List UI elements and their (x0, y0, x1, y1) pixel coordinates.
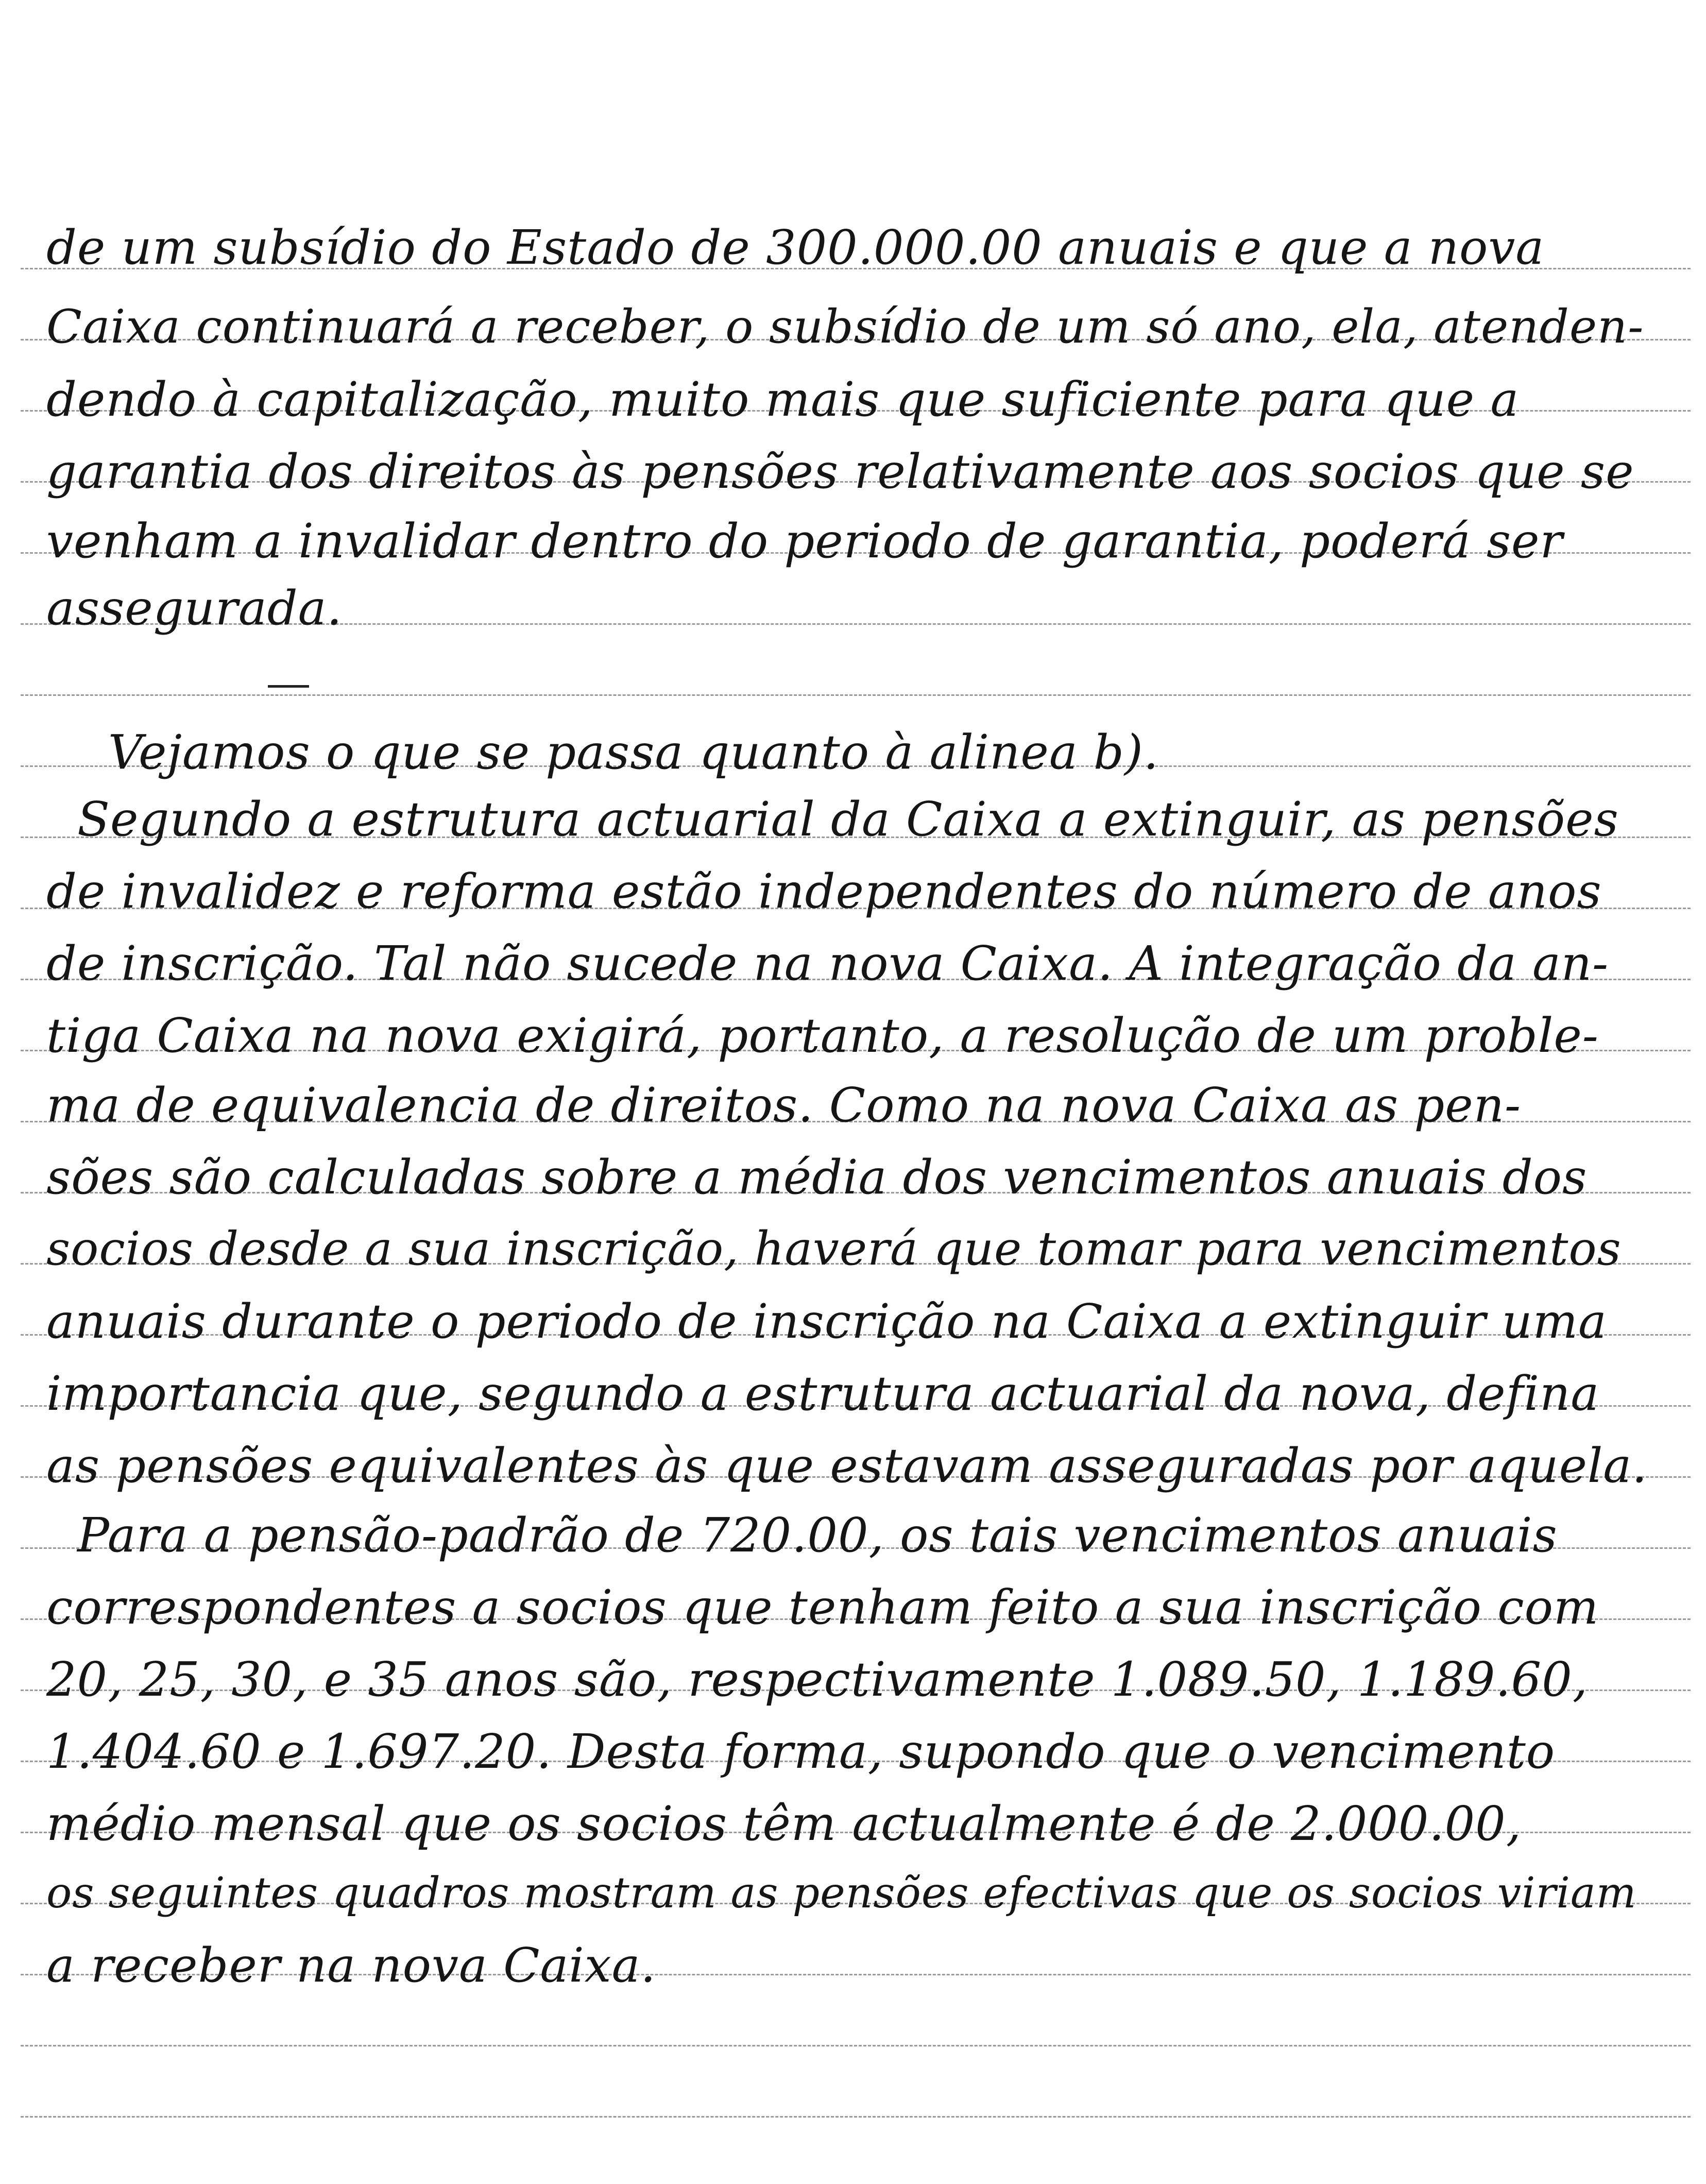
text-line: tiga Caixa na nova exigirá, portanto, a resolução de um proble- (46, 1008, 1599, 1063)
text-line: importancia que, segundo a estrutura actuarial da nova, defina (46, 1366, 1600, 1421)
text-line: os seguintes quadros mostram as pensões efectivas que os socios viriam (46, 1869, 1637, 1918)
text-line: de um subsídio do Estado de 300.000.00 anuais e que a nova (46, 220, 1545, 275)
text-line: assegurada. (46, 581, 343, 636)
text-line: a receber na nova Caixa. (46, 1938, 656, 1993)
text-line: médio mensal que os socios têm actualmente é de 2.000.00, (46, 1796, 1522, 1851)
text-line: anuais durante o periodo de inscrição na Caixa a extinguir uma (46, 1294, 1607, 1349)
text-line: Vejamos o que se passa quanto à alinea b). (108, 725, 1159, 780)
text-line: venham a invalidar dentro do periodo de garantia, poderá ser (46, 514, 1563, 569)
text-line: correspondentes a socios que tenham feito a sua inscrição com (46, 1580, 1599, 1635)
text-line: Caixa continuará a receber, o subsídio de um só ano, ela, atenden- (46, 300, 1644, 354)
text-line: ma de equivalencia de direitos. Como na nova Caixa as pen- (46, 1078, 1522, 1133)
text-line: as pensões equivalentes às que estavam asseguradas por aquela. (46, 1438, 1648, 1493)
handwritten-text (46, 0, 1653, 2184)
text-line: garantia dos direitos às pensões relativamente aos socios que se (46, 444, 1634, 499)
text-line: de invalidez e reforma estão independentes do número de anos (46, 864, 1602, 919)
text-line: Para a pensão-padrão de 720.00, os tais vencimentos anuais (77, 1508, 1558, 1563)
text-line: sões são calculadas sobre a média dos vencimentos anuais dos (46, 1150, 1588, 1205)
text-line: 20, 25, 30, e 35 anos são, respectivamente 1.089.50, 1.189.60, (46, 1652, 1588, 1707)
text-line: socios desde a sua inscrição, haverá que tomar para vencimentos (46, 1222, 1622, 1276)
text-line: Segundo a estrutura actuarial da Caixa a extinguir, as pensões (77, 792, 1619, 847)
pen-stroke (268, 685, 309, 688)
text-line: 1.404.60 e 1.697.20. Desta forma, supondo que o vencimento (46, 1724, 1556, 1779)
text-line: dendo à capitalização, muito mais que suficiente para que a (46, 372, 1520, 427)
text-line: de inscrição. Tal não sucede na nova Caixa. A integração da an- (46, 936, 1609, 991)
